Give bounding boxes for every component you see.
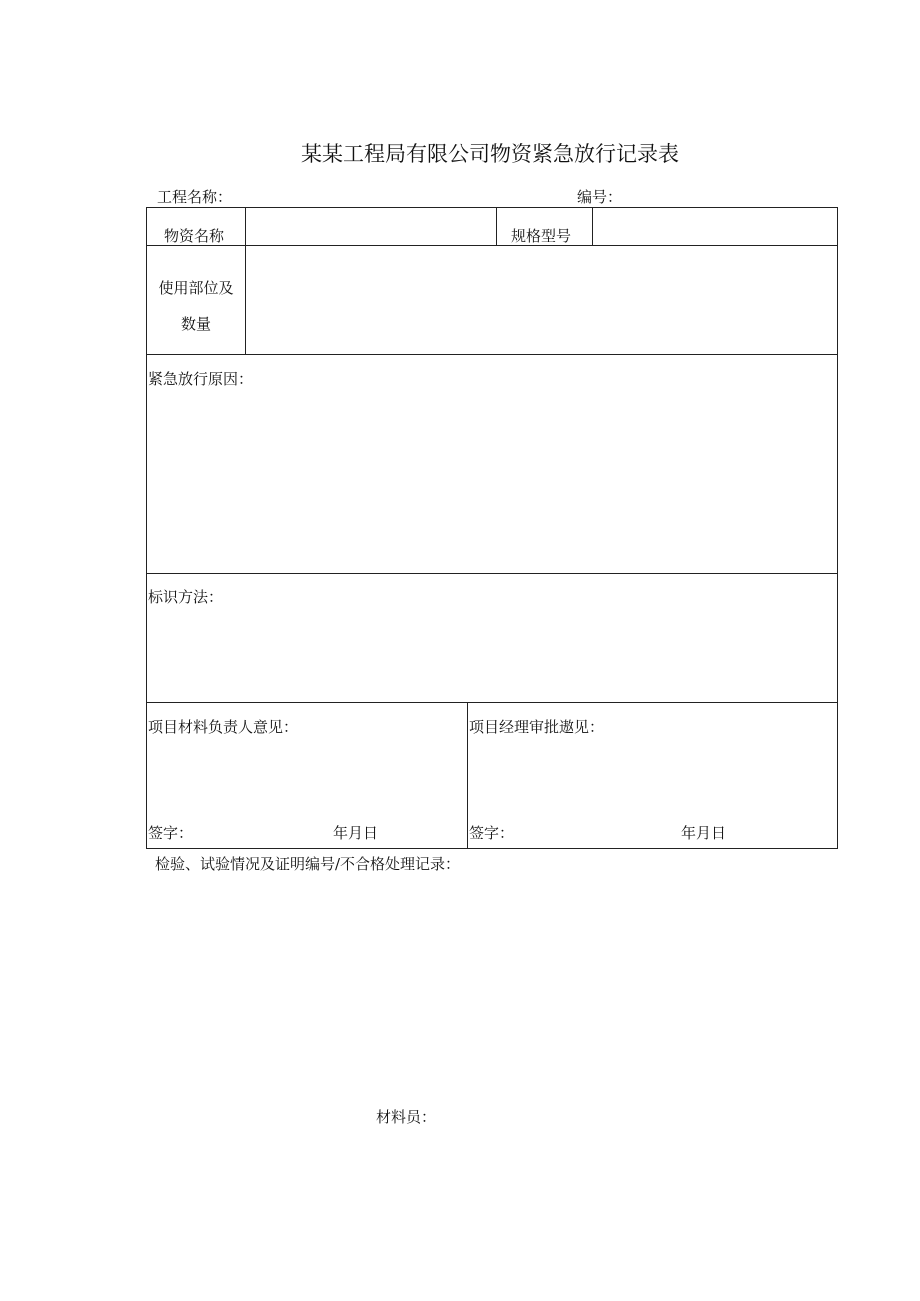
col-divider-label bbox=[245, 208, 246, 354]
spec-model-label: 规格型号 bbox=[511, 227, 572, 245]
inspection-record-label: 检验、试验情况及证明编号/不合格处理记录： bbox=[155, 855, 461, 873]
material-name-field[interactable] bbox=[251, 212, 491, 242]
col-divider-spec-left bbox=[496, 208, 497, 245]
row-divider-2 bbox=[147, 354, 837, 355]
project-manager-approval-label: 项目经理审批遨见： bbox=[469, 718, 605, 736]
usage-location-label-line1: 使用部位及 bbox=[158, 279, 234, 297]
signature-label-right: 签字： bbox=[469, 824, 515, 842]
marking-method-label: 标识方法： bbox=[148, 588, 224, 606]
row-divider-3 bbox=[147, 573, 837, 574]
number-label: 编号： bbox=[577, 188, 623, 206]
row-divider-4 bbox=[147, 702, 837, 703]
page-title: 某某工程局有限公司物资紧急放行记录表 bbox=[301, 142, 679, 166]
material-manager-opinion-label: 项目材料负责人意见： bbox=[148, 718, 299, 736]
usage-location-field[interactable] bbox=[251, 250, 833, 350]
material-clerk-label: 材料员： bbox=[376, 1108, 437, 1126]
marking-method-field[interactable] bbox=[151, 610, 833, 698]
release-reason-field[interactable] bbox=[151, 393, 833, 568]
usage-location-label-line2: 数量 bbox=[180, 315, 211, 333]
spec-model-field[interactable] bbox=[597, 212, 833, 242]
project-name-label: 工程名称： bbox=[157, 188, 233, 206]
col-divider-spec-right bbox=[592, 208, 593, 245]
release-reason-label: 紧急放行原因： bbox=[148, 370, 254, 388]
row-divider-1 bbox=[147, 245, 837, 246]
project-manager-approval-field[interactable] bbox=[473, 740, 833, 810]
date-label-left: 年月日 bbox=[333, 824, 379, 842]
release-record-form bbox=[146, 207, 838, 849]
signature-label-left: 签字： bbox=[148, 824, 194, 842]
material-name-label: 物资名称 bbox=[164, 227, 225, 245]
date-label-right: 年月日 bbox=[681, 824, 727, 842]
material-manager-opinion-field[interactable] bbox=[151, 740, 463, 810]
col-divider-opinions bbox=[467, 702, 468, 848]
